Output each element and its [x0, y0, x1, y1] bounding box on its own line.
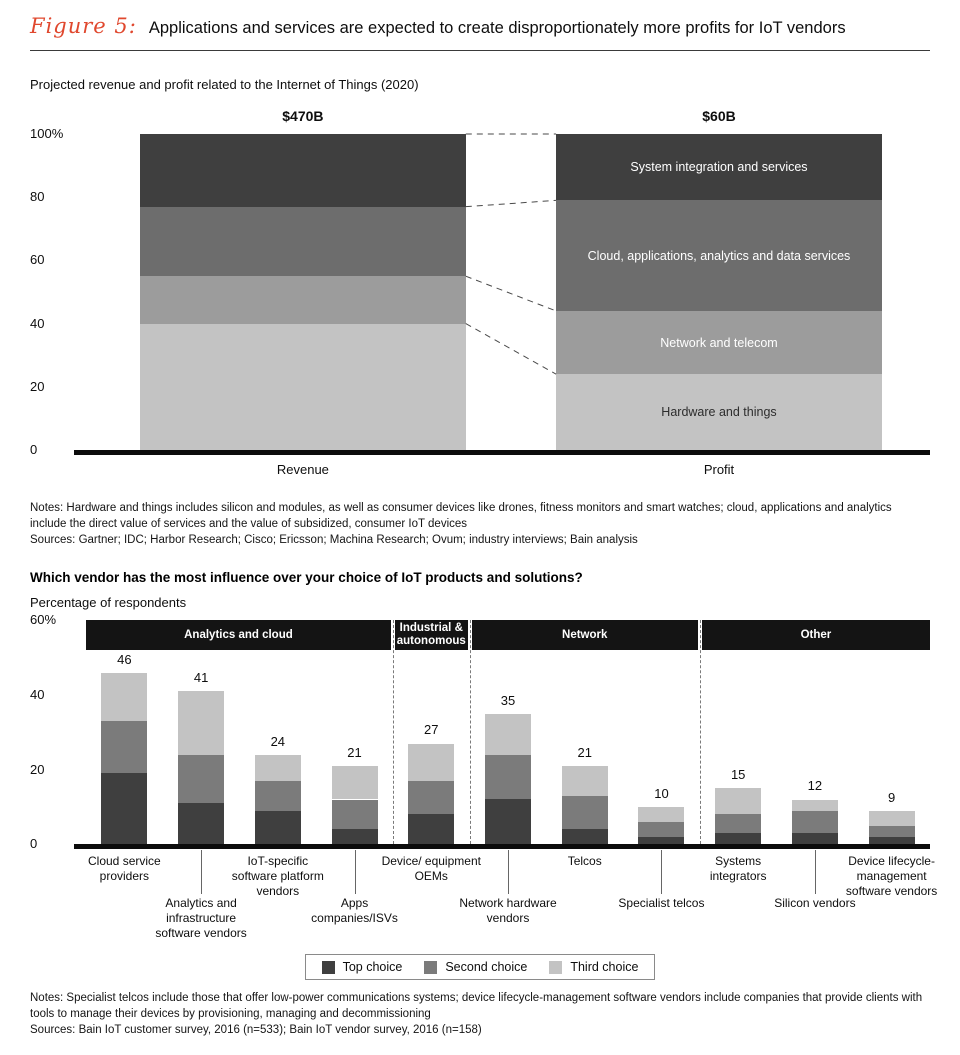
bar-segment [638, 822, 684, 837]
y-axis-label: 20 [30, 761, 45, 777]
category-label: Device/ equipment OEMs [381, 854, 481, 884]
y-axis-label: 100% [30, 126, 64, 141]
category-leader-line [815, 850, 816, 894]
bar-segment [556, 311, 882, 374]
y-axis-label: 0 [30, 836, 38, 852]
revenue-profit-stacked-chart [30, 96, 930, 488]
legend-label: Second choice [445, 960, 528, 975]
category-leader-line [508, 850, 509, 894]
legend-item [322, 960, 403, 974]
group-separator-line [393, 620, 394, 844]
bar-value-label: 41 [193, 670, 209, 686]
bar-segment [255, 755, 301, 781]
bar-segment [178, 691, 224, 754]
bar-segment [556, 374, 882, 450]
legend-label: Top choice [342, 960, 403, 975]
bar-value-label: 46 [117, 651, 132, 667]
segment-label: System integration and services [630, 160, 808, 175]
bar-total-label: $60B [702, 108, 736, 124]
category-label: Analytics and infrastructure software vendors [155, 896, 247, 941]
category-label: Systems integrators [709, 854, 767, 884]
category-leader-line [661, 850, 662, 894]
bar-segment [101, 673, 147, 722]
bar-segment [408, 744, 454, 781]
chart2-title: Which vendor has the most influence over your choice of IoT products and solutions? [30, 570, 583, 586]
y-axis-label: 80 [30, 189, 45, 205]
stacked-bar [792, 620, 838, 844]
bar-segment [715, 814, 761, 833]
group-band: Analytics and cloud [86, 620, 391, 650]
bar-segment [869, 826, 915, 837]
legend-item [424, 960, 527, 974]
bar-value-label: 10 [654, 785, 669, 801]
bar-segment [332, 829, 378, 844]
group-band: Other [702, 620, 930, 650]
stacked-bar [562, 620, 608, 844]
x-axis-category-label: Profit [703, 462, 735, 477]
legend-box [305, 954, 656, 980]
bar-value-label: 21 [347, 744, 362, 760]
chart2-plot-area [86, 620, 930, 844]
bar-segment [178, 755, 224, 804]
bar-segment [562, 829, 608, 844]
legend-swatch-icon [322, 961, 335, 974]
figure-number: Figure 5: [30, 14, 137, 38]
x-axis-line [74, 844, 930, 849]
legend-label: Third choice [570, 960, 639, 975]
stacked-bar [178, 620, 224, 844]
figure-header [30, 10, 930, 51]
legend-item [549, 960, 638, 974]
group-band: Industrial & autonomous [395, 620, 468, 650]
bar-segment [255, 811, 301, 845]
category-label: Silicon vendors [774, 896, 856, 911]
legend-swatch-icon [424, 961, 437, 974]
category-leader-line [201, 850, 202, 894]
bar-segment [792, 800, 838, 811]
stacked-bar-revenue [140, 134, 466, 450]
y-axis-label: 20 [30, 378, 45, 394]
y-axis-label: 40 [30, 686, 45, 702]
bar-value-label: 24 [270, 733, 286, 749]
category-label: Device lifecycle-management software vendors [845, 854, 938, 899]
bar-segment [638, 837, 684, 844]
category-label: Network hardware vendors [459, 896, 557, 926]
bar-segment [638, 807, 684, 822]
segment-label: Network and telecom [660, 335, 778, 350]
bar-segment [562, 766, 608, 796]
y-axis-label: 40 [30, 315, 45, 331]
bar-total-label: $470B [282, 108, 324, 124]
group-separator-line [470, 620, 471, 844]
bar-value-label: 15 [730, 767, 746, 783]
bar-value-label: 12 [807, 778, 823, 794]
y-axis-label: 0 [30, 442, 38, 457]
bar-segment [140, 276, 466, 323]
bar-segment [408, 814, 454, 844]
bar-segment [485, 714, 531, 755]
bar-segment [332, 766, 378, 800]
category-leader-line [355, 850, 356, 894]
legend-swatch-icon [549, 961, 562, 974]
bar-segment [792, 833, 838, 844]
bar-segment [556, 200, 882, 311]
segment-label: Cloud, applications, analytics and data services [587, 248, 851, 263]
x-axis-category-label: Revenue [276, 462, 329, 477]
chart2-sources: Sources: Bain IoT customer survey, 2016 (n=533); Bain IoT vendor survey, 2016 (n=158) [30, 1024, 482, 1037]
stacked-bar [255, 620, 301, 844]
group-separator-line [700, 620, 701, 844]
bar-segment [869, 811, 915, 826]
stacked-bar [485, 620, 531, 844]
y-axis-label: 60% [30, 612, 57, 628]
bar-segment [332, 800, 378, 830]
bar-segment [255, 781, 301, 811]
bar-segment [869, 837, 915, 844]
bar-segment [178, 803, 224, 844]
vendor-influence-chart [30, 612, 938, 952]
y-axis-label: 60 [30, 252, 45, 268]
category-label: IoT-specific software platform vendors [231, 854, 324, 899]
chart1-title: Projected revenue and profit related to the Internet of Things (2020) [30, 77, 419, 92]
bar-segment [140, 207, 466, 277]
bar-segment [101, 721, 147, 773]
bar-segment [562, 796, 608, 830]
stacked-bar-profit [556, 134, 882, 450]
chart1-sources: Sources: Gartner; IDC; Harbor Research; Cisco; Ericsson; Machina Research; Ovum; industry interviews; Bain analysis [30, 534, 638, 547]
bar-segment [485, 799, 531, 844]
bar-segment [715, 788, 761, 814]
chart2-subtitle: Percentage of respondents [30, 595, 187, 611]
x-axis-line [74, 450, 930, 455]
bar-value-label: 9 [888, 789, 896, 805]
category-label: Cloud service providers [88, 854, 161, 884]
chart1-plot-area [86, 108, 930, 450]
bar-segment [140, 134, 466, 207]
category-label: Specialist telcos [618, 896, 705, 911]
bar-value-label: 21 [577, 744, 592, 760]
figure-title: Applications and services are expected to create disproportionately more profits for IoT vendors [148, 19, 846, 37]
stacked-bar [715, 620, 761, 844]
bar-segment [556, 134, 882, 200]
bar-segment [408, 781, 454, 815]
chart2-legend [30, 954, 930, 980]
bar-segment [485, 755, 531, 800]
stacked-bar [638, 620, 684, 844]
bar-segment [101, 773, 147, 844]
stacked-bar [869, 620, 915, 844]
bar-segment [792, 811, 838, 833]
bar-value-label: 35 [500, 692, 516, 708]
category-label: Apps companies/ISVs [311, 896, 398, 926]
group-band: Network [472, 620, 698, 650]
segment-label: Hardware and things [661, 405, 777, 420]
chart2-notes: Notes: Specialist telcos include those that offer low-power communications systems; device lifecycle-management software vendors include companies that provide clients with tools to manage their devices by provisioning, managing and decommissioning [30, 992, 923, 1021]
bar-segment [715, 833, 761, 844]
bar-value-label: 27 [424, 722, 439, 738]
stacked-bar [332, 620, 378, 844]
bar-segment [140, 324, 466, 450]
chart1-notes: Notes: Hardware and things includes silicon and modules, as well as consumer devices like drones, fitness monitors and smart watches; cloud, applications and analytics include the direct value of services and the value of subsidized, consumer IoT devices [30, 502, 892, 531]
category-label: Telcos [567, 854, 602, 869]
